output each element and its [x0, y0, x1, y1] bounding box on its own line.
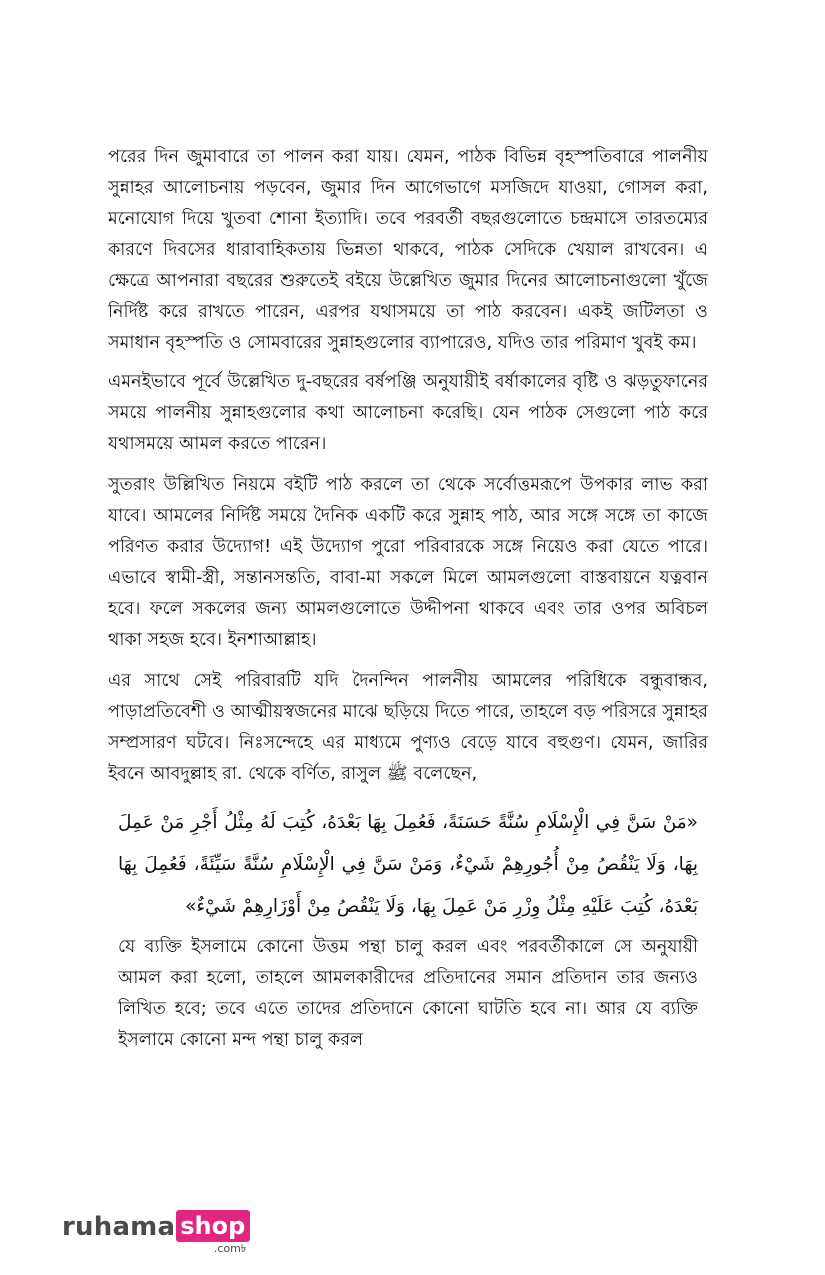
- hadith-arabic-text: «مَنْ سَنَّ فِي الْإِسْلَامِ سُنَّةً حَسَنَةً، فَعُمِلَ بِهَا بَعْدَهُ، كُتِبَ لَهُ مِثْلُ أَجْرِ مَنْ عَمِلَ بِهَا، وَلَا يَنْقُصُ مِنْ أُجُورِهِمْ شَيْءٌ، وَمَنْ سَنَّ فِي الْإِسْلَامِ سُنَّةً سَيِّئَةً، فَعُمِلَ بِهَا بَعْدَهُ، كُتِبَ عَلَيْهِ مِثْلُ وِزْرِ مَنْ عَمِلَ بِهَا، وَلَا يَنْقُصُ مِنْ أَوْزَارِهِمْ شَيْءٌ»: [118, 812, 698, 917]
- body-paragraph-2: এমনইভাবে পূর্বে উল্লেখিত দু-বছরের বর্ষপঞ্জি অনুযায়ীই বর্ষাকালের বৃষ্টি ও ঝড়তুফানের সময়ে পালনীয় সুন্নাহগুলোর কথা আলোচনা করেছি। যেন পাঠক সেগুলো পাঠ করে যথাসময়ে আমল করতে পারেন।: [108, 372, 708, 454]
- logo-right-group: [175, 1210, 250, 1255]
- body-paragraph-1: পরের দিন জুমাবারে তা পালন করা যায়। যেমন, পাঠক বিভিন্ন বৃহস্পতিবারে পালনীয় সুন্নাহর আলোচনায় পড়বেন, জুমার দিন আগেভাগে মসজিদে যাওয়া, গোসল করা, মনোযোগ দিয়ে খুতবা শোনা ইত্যাদি। তবে পরবর্তী বছরগুলোতে চন্দ্রমাসে তারতম্যের কারণে দিবসের ধারাবাহিকতায় ভিন্নতা থাকবে, পাঠক সেদিকে খেয়াল রাখবেন। এ ক্ষেত্রে আপনারা বছরের শুরুতেই বইয়ে উল্লেখিত জুমার দিনের আলোচনাগুলো খুঁজে নির্দিষ্ট করে রাখতে পারেন, এরপর যথাসময়ে তা পাঠ করবেন। একই জটিলতা ও সমাধান বৃহস্পতি ও সোমবারের সুন্নাহগুলোর ব্যাপারেও, যদিও তার পরিমাণ খুবই কম।: [108, 147, 708, 353]
- page-content: [108, 142, 708, 1056]
- logo-shop-badge: shop: [176, 1210, 250, 1242]
- logo-domain-suffix: .com৳: [213, 1242, 247, 1255]
- logo-wordmark-left: ruhama: [62, 1212, 176, 1242]
- hadith-translation: যে ব্যক্তি ইসলামে কোনো উত্তম পন্থা চালু করল এবং পরবর্তীকালে সে অনুযায়ী আমল করা হলো, তাহলে আমলকারীদের প্রতিদানের সমান প্রতিদান তার জন্যও লিখিত হবে; তবে এতে তাদের প্রতিদানে কোনো ঘাটতি হবে না। আর যে ব্যক্তি ইসলামে কোনো মন্দ পন্থা চালু করল: [118, 937, 698, 1050]
- ruhamashop-logo[interactable]: [62, 1210, 250, 1254]
- body-paragraph-3: সুতরাং উল্লিখিত নিয়মে বইটি পাঠ করলে তা থেকে সর্বোত্তমরূপে উপকার লাভ করা যাবে। আমলের নির্দিষ্ট সময়ে দৈনিক একটি করে সুন্নাহ পাঠ, আর সঙ্গে সঙ্গে তা কাজে পরিণত করার উদ্যোগ! এই উদ্যোগ পুরো পরিবারকে সঙ্গে নিয়েও করা যেতে পারে। এভাবে স্বামী-স্ত্রী, সন্তানসন্ততি, বাবা-মা সকলে মিলে আমলগুলো বাস্তবায়নে যত্নবান হবে। ফলে সকলের জন্য আমলগুলোতে উদ্দীপনা থাকবে এবং তার ওপর অবিচল থাকা সহজ হবে। ইনশাআল্লাহ।: [108, 475, 708, 650]
- body-paragraph-4: এর সাথে সেই পরিবারটি যদি দৈনন্দিন পালনীয় আমলের পরিধিকে বন্ধুবান্ধব, পাড়াপ্রতিবেশী ও আত্মীয়স্বজনের মাঝে ছড়িয়ে দিতে পারে, তাহলে বড় পরিসরে সুন্নাহর সম্প্রসারণ ঘটবে। নিঃসন্দেহে এর মাধ্যমে পুণ্যও বেড়ে যাবে বহুগুণ। যেমন, জারির ইবনে আবদুল্লাহ রা. থেকে বর্ণিত, রাসুল ﷺ বলেছেন,: [108, 671, 708, 784]
